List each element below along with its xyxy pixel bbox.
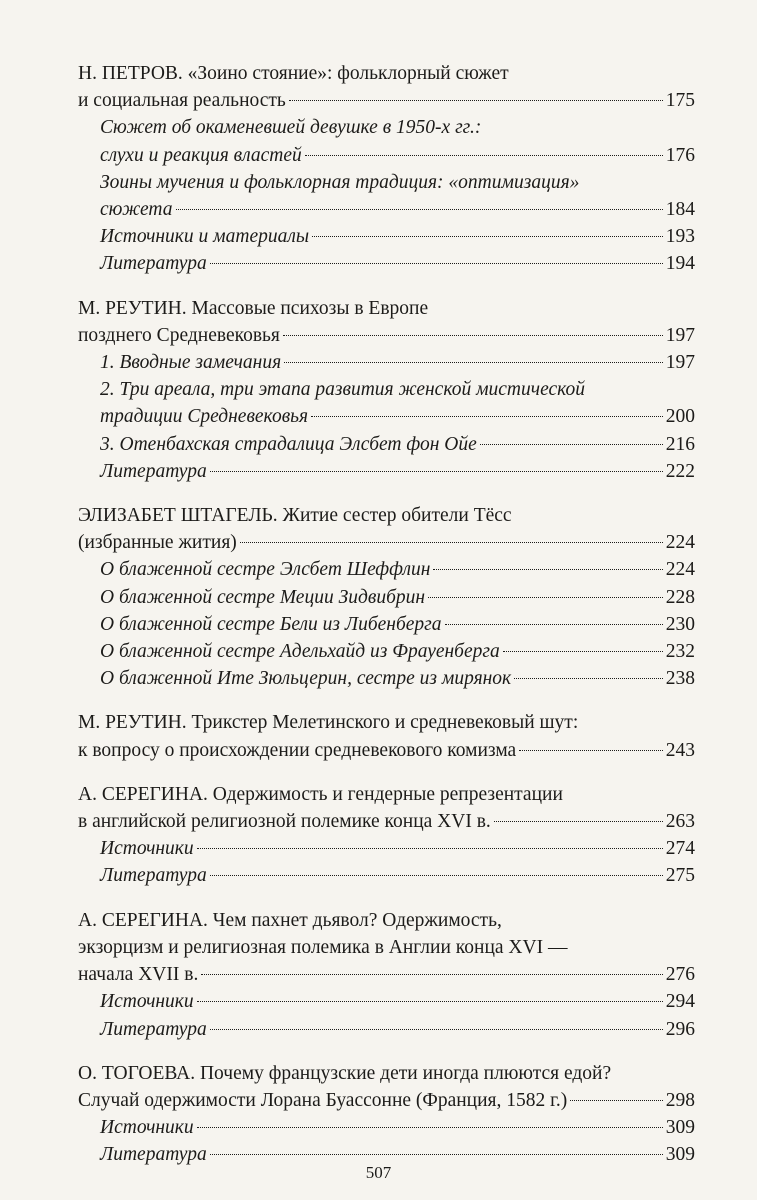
toc-entry-title: в английской религиозной полемике конца XVI в. — [78, 811, 491, 833]
toc-line — [78, 1087, 695, 1114]
toc-page-number: 309 — [665, 1144, 695, 1166]
toc-entry-title: Источники и материалы — [100, 226, 310, 248]
dot-leader — [283, 335, 663, 336]
toc-entry-title: (избранные жития) — [78, 532, 237, 554]
toc-entry-title: А. СЕРЕГИНА. Чем пахнет дьявол? Одержимость, — [78, 909, 502, 931]
toc-line — [78, 196, 695, 223]
toc-page-number: 224 — [665, 559, 695, 581]
toc-subsection-entry — [78, 349, 695, 376]
toc-line — [78, 1060, 695, 1087]
toc-subsection-entry — [78, 250, 695, 277]
dot-leader — [210, 1154, 663, 1155]
toc-line — [78, 223, 695, 250]
toc-line — [78, 934, 695, 961]
toc-line — [78, 835, 695, 862]
dot-leader — [210, 1029, 663, 1030]
toc-page-number: 228 — [665, 586, 695, 608]
toc-page-number: 232 — [665, 641, 695, 663]
toc-line — [78, 502, 695, 529]
toc-chapter-entry — [78, 709, 695, 763]
toc-entry-title: сюжета — [100, 199, 173, 221]
toc-entry-title: Литература — [100, 253, 207, 275]
toc-page-number: 263 — [665, 811, 695, 833]
toc-subsection-entry — [78, 862, 695, 889]
toc-entry-title: О блаженной сестре Меции Зидвибрин — [100, 586, 426, 608]
toc-chapter-entry — [78, 907, 695, 989]
toc-subsection-entry — [78, 1114, 695, 1141]
toc-page-number: 298 — [665, 1089, 695, 1111]
toc-line — [78, 250, 695, 277]
toc-line — [78, 431, 695, 458]
toc-page-number: 276 — [665, 964, 695, 986]
toc-entry-title: Литература — [100, 460, 207, 482]
toc-line — [78, 114, 695, 141]
toc-line — [78, 322, 695, 349]
toc-entry-title: М. РЕУТИН. Трикстер Мелетинского и средневековый шут: — [78, 712, 579, 734]
toc-line — [78, 1016, 695, 1043]
dot-leader — [284, 362, 663, 363]
toc-entry-title: Случай одержимости Лорана Буассонне (Франция, 1582 г.) — [78, 1089, 568, 1111]
toc-subsection-entry — [78, 114, 695, 168]
toc-line — [78, 1114, 695, 1141]
toc-line — [78, 403, 695, 430]
toc-subsection-entry — [78, 584, 695, 611]
toc-page-number: 309 — [665, 1117, 695, 1139]
toc-line — [78, 907, 695, 934]
toc-entry-title: к вопросу о происхождении средневекового комизма — [78, 739, 517, 761]
dot-leader — [312, 236, 663, 237]
toc-line — [78, 665, 695, 692]
dot-leader — [197, 848, 663, 849]
toc-line — [78, 737, 695, 764]
toc-page-number: 243 — [665, 739, 695, 761]
toc-page-number: 238 — [665, 668, 695, 690]
toc-entry-title: Сюжет об окаменевшей девушке в 1950-х гг.: — [100, 117, 482, 139]
toc-entry-title: ЭЛИЗАБЕТ ШТАГЕЛЬ. Житие сестер обители Тёсс — [78, 505, 512, 527]
toc-line — [78, 638, 695, 665]
toc-line — [78, 60, 695, 87]
toc-line — [78, 862, 695, 889]
toc-entry-title: О блаженной сестре Элсбет Шеффлин — [100, 559, 431, 581]
toc-line — [78, 295, 695, 322]
toc-subsection-entry — [78, 556, 695, 583]
toc-page-number: 194 — [665, 253, 695, 275]
toc-line — [78, 781, 695, 808]
toc-line — [78, 529, 695, 556]
dot-leader — [445, 624, 663, 625]
toc-page-number: 200 — [665, 406, 695, 428]
dot-leader — [210, 875, 663, 876]
toc-subsection-entry — [78, 611, 695, 638]
toc-entry-title: начала XVII в. — [78, 964, 199, 986]
toc-page-number: 175 — [665, 90, 695, 112]
dot-leader — [197, 1001, 663, 1002]
toc-entry-title: Источники — [100, 1117, 194, 1139]
dot-leader — [311, 416, 663, 417]
toc-line — [78, 808, 695, 835]
dot-leader — [305, 155, 663, 156]
page-number: 507 — [365, 1163, 392, 1182]
dot-leader — [197, 1127, 663, 1128]
toc-line — [78, 376, 695, 403]
dot-leader — [201, 974, 662, 975]
dot-leader — [210, 471, 663, 472]
toc-subsection-entry — [78, 458, 695, 485]
dot-leader — [433, 569, 662, 570]
dot-leader — [289, 100, 663, 101]
toc-entry-title: А. СЕРЕГИНА. Одержимость и гендерные репрезентации — [78, 783, 563, 805]
toc-line — [78, 709, 695, 736]
dot-leader — [480, 444, 663, 445]
toc-line — [78, 458, 695, 485]
toc-page-number: 294 — [665, 991, 695, 1013]
toc-chapter-entry — [78, 781, 695, 835]
dot-leader — [210, 263, 663, 264]
toc-page-number: 216 — [665, 433, 695, 455]
toc-subsection-entry — [78, 431, 695, 458]
toc-entry-title: Литература — [100, 1144, 207, 1166]
toc-entry-title: 1. Вводные замечания — [100, 352, 282, 374]
toc-entry-title: Н. ПЕТРОВ. «Зоино стояние»: фольклорный сюжет — [78, 63, 509, 84]
toc-line — [78, 87, 695, 114]
toc-entry-title: Источники — [100, 838, 194, 860]
toc-subsection-entry — [78, 223, 695, 250]
toc-chapter-entry — [78, 60, 695, 114]
toc-entry-title: 2. Три ареала, три этапа развития женской мистической — [100, 379, 585, 401]
toc-page-number: 176 — [665, 144, 695, 166]
toc-entry-title: Источники — [100, 991, 194, 1013]
table-of-contents — [78, 60, 695, 1169]
toc-line — [78, 169, 695, 196]
toc-subsection-entry — [78, 835, 695, 862]
dot-leader — [428, 597, 663, 598]
toc-entry-title: О. ТОГОЕВА. Почему французские дети иногда плюются едой? — [78, 1062, 612, 1084]
toc-line — [78, 556, 695, 583]
toc-page-number: 275 — [665, 865, 695, 887]
toc-line — [78, 961, 695, 988]
toc-page-number: 197 — [665, 352, 695, 374]
toc-line — [78, 584, 695, 611]
toc-page-number: 193 — [665, 226, 695, 248]
toc-subsection-entry — [78, 638, 695, 665]
toc-line — [78, 988, 695, 1015]
toc-subsection-entry — [78, 988, 695, 1015]
toc-subsection-entry — [78, 169, 695, 223]
toc-chapter-entry — [78, 295, 695, 349]
dot-leader — [503, 651, 663, 652]
toc-page-number: 184 — [665, 199, 695, 221]
toc-subsection-entry — [78, 1016, 695, 1043]
toc-chapter-entry — [78, 1060, 695, 1114]
toc-entry-title: позднего Средневековья — [78, 324, 280, 346]
toc-line — [78, 142, 695, 169]
toc-entry-title: О блаженной сестре Бели из Либенберга — [100, 613, 442, 635]
toc-entry-title: О блаженной Ите Зюльцерин, сестре из мирянок — [100, 668, 512, 690]
toc-entry-title: О блаженной сестре Адельхайд из Фрауенберга — [100, 641, 500, 663]
toc-subsection-entry — [78, 376, 695, 430]
toc-entry-title: и социальная реальность — [78, 90, 286, 112]
toc-chapter-entry — [78, 502, 695, 556]
toc-entry-title: Литература — [100, 865, 207, 887]
toc-page-number: 222 — [665, 460, 695, 482]
toc-page-number: 230 — [665, 613, 695, 635]
toc-entry-title: М. РЕУТИН. Массовые психозы в Европе — [78, 297, 429, 319]
toc-entry-title: традиции Средневековья — [100, 406, 309, 428]
dot-leader — [176, 209, 663, 210]
dot-leader — [519, 750, 663, 751]
toc-line — [78, 611, 695, 638]
toc-entry-title: экзорцизм и религиозная полемика в Англии конца XVI — — [78, 936, 568, 958]
toc-page-number: 296 — [665, 1018, 695, 1040]
toc-page-number: 197 — [665, 324, 695, 346]
toc-line — [78, 349, 695, 376]
toc-entry-title: слухи и реакция властей — [100, 144, 302, 166]
toc-page-number: 274 — [665, 838, 695, 860]
dot-leader — [240, 542, 663, 543]
toc-entry-title: Зоины мучения и фольклорная традиция: «оптимизация» — [100, 171, 580, 193]
toc-subsection-entry — [78, 665, 695, 692]
toc-entry-title: 3. Отенбахская страдалица Элсбет фон Ойе — [100, 433, 477, 455]
toc-entry-title: Литература — [100, 1018, 207, 1040]
dot-leader — [494, 821, 663, 822]
dot-leader — [570, 1100, 662, 1101]
dot-leader — [514, 678, 663, 679]
toc-page-number: 224 — [665, 532, 695, 554]
